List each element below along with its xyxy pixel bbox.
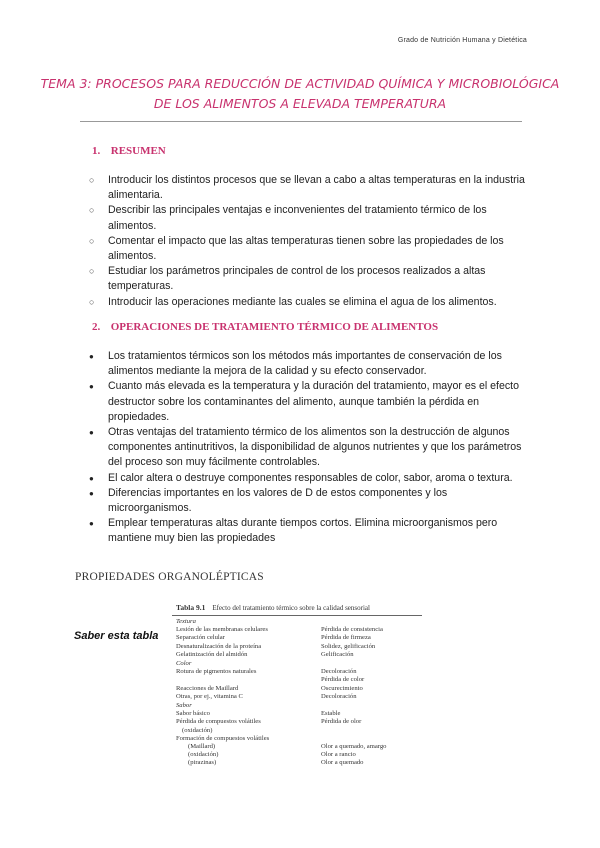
table-category-sabor: Sabor	[176, 702, 192, 710]
list-item: ○ Introducir los distintos procesos que se llevan a cabo a altas temperaturas en la industria alimentaria.	[108, 173, 528, 203]
title-line-1: TEMA 3: PROCESOS PARA REDUCCIÓN DE ACTIVIDAD QUÍMICA Y MICROBIOLÓGICA	[40, 76, 560, 91]
organoleptic-subheading: PROPIEDADES ORGANOLÉPTICAS	[75, 571, 264, 583]
list-item: ● Los tratamientos térmicos son los métodos más importantes de conservación de los alimentos mediante la mejora de la calidad y su efecto conservador.	[108, 349, 528, 379]
table-category-textura: Textura	[176, 618, 196, 625]
table-top-rule	[172, 615, 422, 616]
table-caption-text: Efecto del tratamiento térmico sobre la calidad sensorial	[212, 604, 370, 612]
section-1-title: RESUMEN	[110, 145, 166, 157]
list-item: ● Otras ventajas del tratamiento térmico de los alimentos son la destrucción de algunos componentes antinutritivos, la disponibilidad de algunos nutrientes y que los parámetros del proceso son muy fácilmente controlables.	[108, 425, 528, 471]
table-row: Otras, por ej., vitamina C Decoloración	[176, 692, 357, 700]
table-row: (Maillard) Olor a quemado, amargo	[188, 743, 387, 751]
title-divider	[80, 121, 522, 122]
page-title	[0, 74, 600, 114]
table-row: Pérdida de color	[321, 676, 365, 684]
section-2-heading	[92, 321, 438, 333]
list-item: ○ Comentar el impacto que las altas temperaturas tienen sobre las propiedades de los alimentos.	[108, 234, 528, 264]
table-row: Pérdida de compuestos volátiles Pérdida de olor	[176, 718, 362, 726]
list-item: ● Emplear temperaturas altas durante tiempos cortos. Elimina microorganismos pero mantiene muy bien las propiedades	[108, 516, 528, 546]
table-category-color: Color	[176, 660, 192, 668]
table-row: Reacciones de Maillard Oscurecimiento	[176, 684, 363, 692]
table-row: (oxidación) Olor a rancio	[188, 751, 356, 759]
table-row: Sabor básico Estable	[176, 710, 341, 718]
table-row: Formación de compuestos volátiles	[176, 734, 270, 742]
course-header: Grado de Nutrición Humana y Dietética	[397, 37, 527, 44]
section-2-title: OPERACIONES DE TRATAMIENTO TÉRMICO DE ALIMENTOS	[110, 321, 439, 333]
list-item: ○ Estudiar los parámetros principales de control de los procesos realizados a altas temperaturas.	[108, 264, 528, 294]
section-1-list	[108, 173, 528, 310]
section-2-number: 2.	[92, 321, 101, 333]
table-row: Separación celular Pérdida de firmeza	[176, 634, 371, 642]
list-item: ● Cuanto más elevada es la temperatura y la duración del tratamiento, mayor es el efecto destructor sobre los contaminantes del alimento, aunque también la pérdida en propiedades.	[108, 379, 528, 425]
table-row: Rotura de pigmentos naturales Decoloración	[176, 668, 357, 676]
list-item: ○ Describir las principales ventajas e inconvenientes del tratamiento térmico de los alimentos.	[108, 203, 528, 233]
section-1-number: 1.	[92, 145, 101, 157]
table-row: Gelatinización del almidón Gelificación	[176, 650, 354, 658]
table-row: (oxidación)	[182, 726, 213, 734]
table-caption	[170, 597, 427, 612]
table-row: Lesión de las membranas celulares Pérdida de consistencia	[176, 626, 383, 634]
table-row: (pirazinas) Olor a quemado	[188, 759, 364, 767]
study-note: Saber esta tabla	[74, 630, 159, 642]
list-item: ○ Introducir las operaciones mediante las cuales se elimina el agua de los alimentos.	[108, 295, 528, 310]
section-2-list	[108, 349, 528, 547]
table-row: Desnaturalización de la proteína Solidez, gelificación	[176, 642, 376, 650]
sensory-quality-table	[170, 597, 427, 772]
list-item: ● Diferencias importantes en los valores de D de estos componentes y los microorganismos.	[108, 486, 528, 516]
title-line-2: DE LOS ALIMENTOS A ELEVADA TEMPERATURA	[153, 96, 447, 111]
table-caption-label: Tabla 9.1	[176, 603, 206, 612]
section-1-heading	[92, 145, 166, 157]
list-item: ● El calor altera o destruye componentes responsables de color, sabor, aroma o textura.	[108, 471, 528, 486]
